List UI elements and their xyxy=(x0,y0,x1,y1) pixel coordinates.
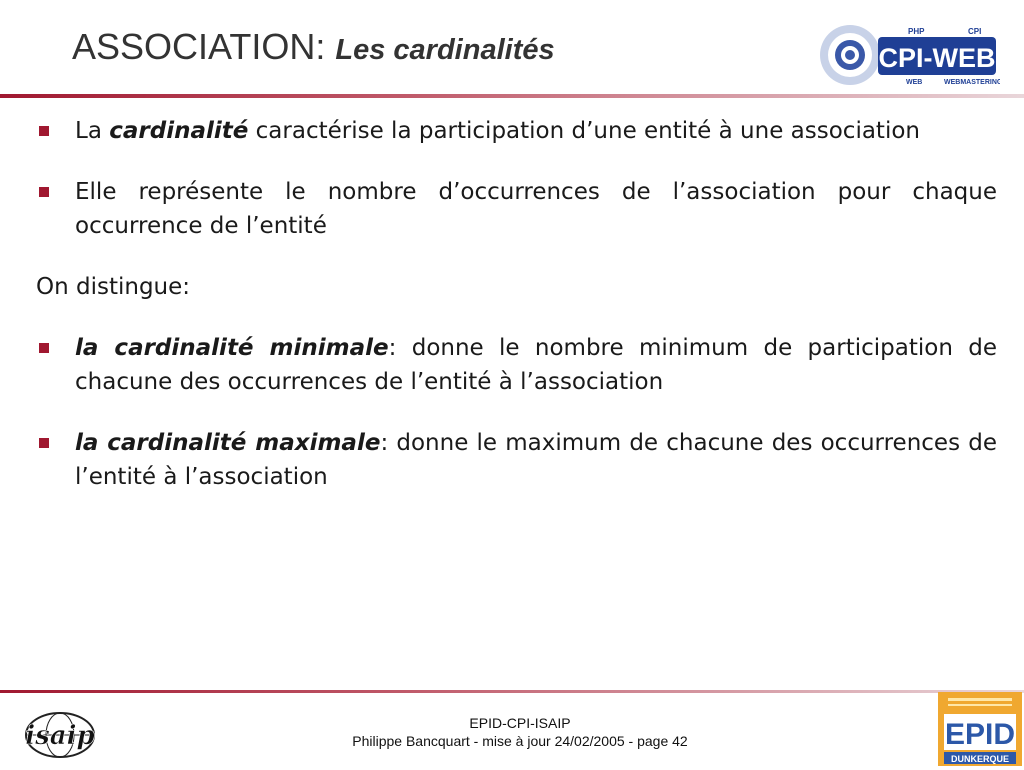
bullet-text: : donne le nombre minimum de participation de chacune des occurrences de l’entité à l’association xyxy=(75,335,997,395)
bullet-prefix: La xyxy=(75,118,110,144)
isaip-logo xyxy=(20,706,102,764)
bullet-representation xyxy=(36,175,997,243)
title-main: ASSOCIATION: xyxy=(72,26,326,67)
title-sub: Les cardinalités xyxy=(335,34,555,66)
bullet-term: la cardinalité minimale xyxy=(75,335,389,361)
cpi-web-logo xyxy=(818,22,1000,88)
epid-sub-text: DUNKERQUE xyxy=(950,754,1010,764)
bullet-text: : donne le maximum de chacune des occurrences de l’entité à l’association xyxy=(75,430,997,490)
bullet-text: Elle représente le nombre d’occurrences de l’association pour chaque occurrence de l’entité xyxy=(75,179,997,239)
footer-line-1: EPID-CPI-ISAIP xyxy=(469,715,571,731)
square-bullet-icon xyxy=(39,343,49,353)
epid-logo xyxy=(938,692,1022,766)
distinguish-text: On distingue: xyxy=(36,274,191,300)
cpi-bottom-left: WEB xyxy=(906,79,923,86)
square-bullet-icon xyxy=(39,187,49,197)
bullet-term: cardinalité xyxy=(109,118,249,144)
bullet-text: caractérise la participation d’une entité à une association xyxy=(248,118,920,144)
epid-text: EPID xyxy=(944,718,1016,751)
square-bullet-icon xyxy=(39,438,49,448)
bullet-cardinalite-maximale xyxy=(36,426,997,494)
cpi-bottom-right: WEBMASTERING xyxy=(944,79,1000,86)
footer-rule xyxy=(0,690,1024,693)
cpi-big-text: CPI-WEB xyxy=(878,43,996,73)
footer xyxy=(300,714,740,750)
title-rule xyxy=(0,94,1024,98)
slide-content xyxy=(36,114,997,521)
footer-line-2: Philippe Bancquart - mise à jour 24/02/2005 - page 42 xyxy=(352,733,688,749)
bullet-term: la cardinalité maximale xyxy=(75,430,381,456)
cpi-top-right: CPI xyxy=(968,27,982,36)
cpi-top-left: PHP xyxy=(908,27,925,36)
isaip-text: isaip xyxy=(25,721,95,751)
bullet-cardinalite xyxy=(36,114,997,148)
square-bullet-icon xyxy=(39,126,49,136)
bullet-cardinalite-minimale xyxy=(36,331,997,399)
page-title xyxy=(72,26,555,68)
